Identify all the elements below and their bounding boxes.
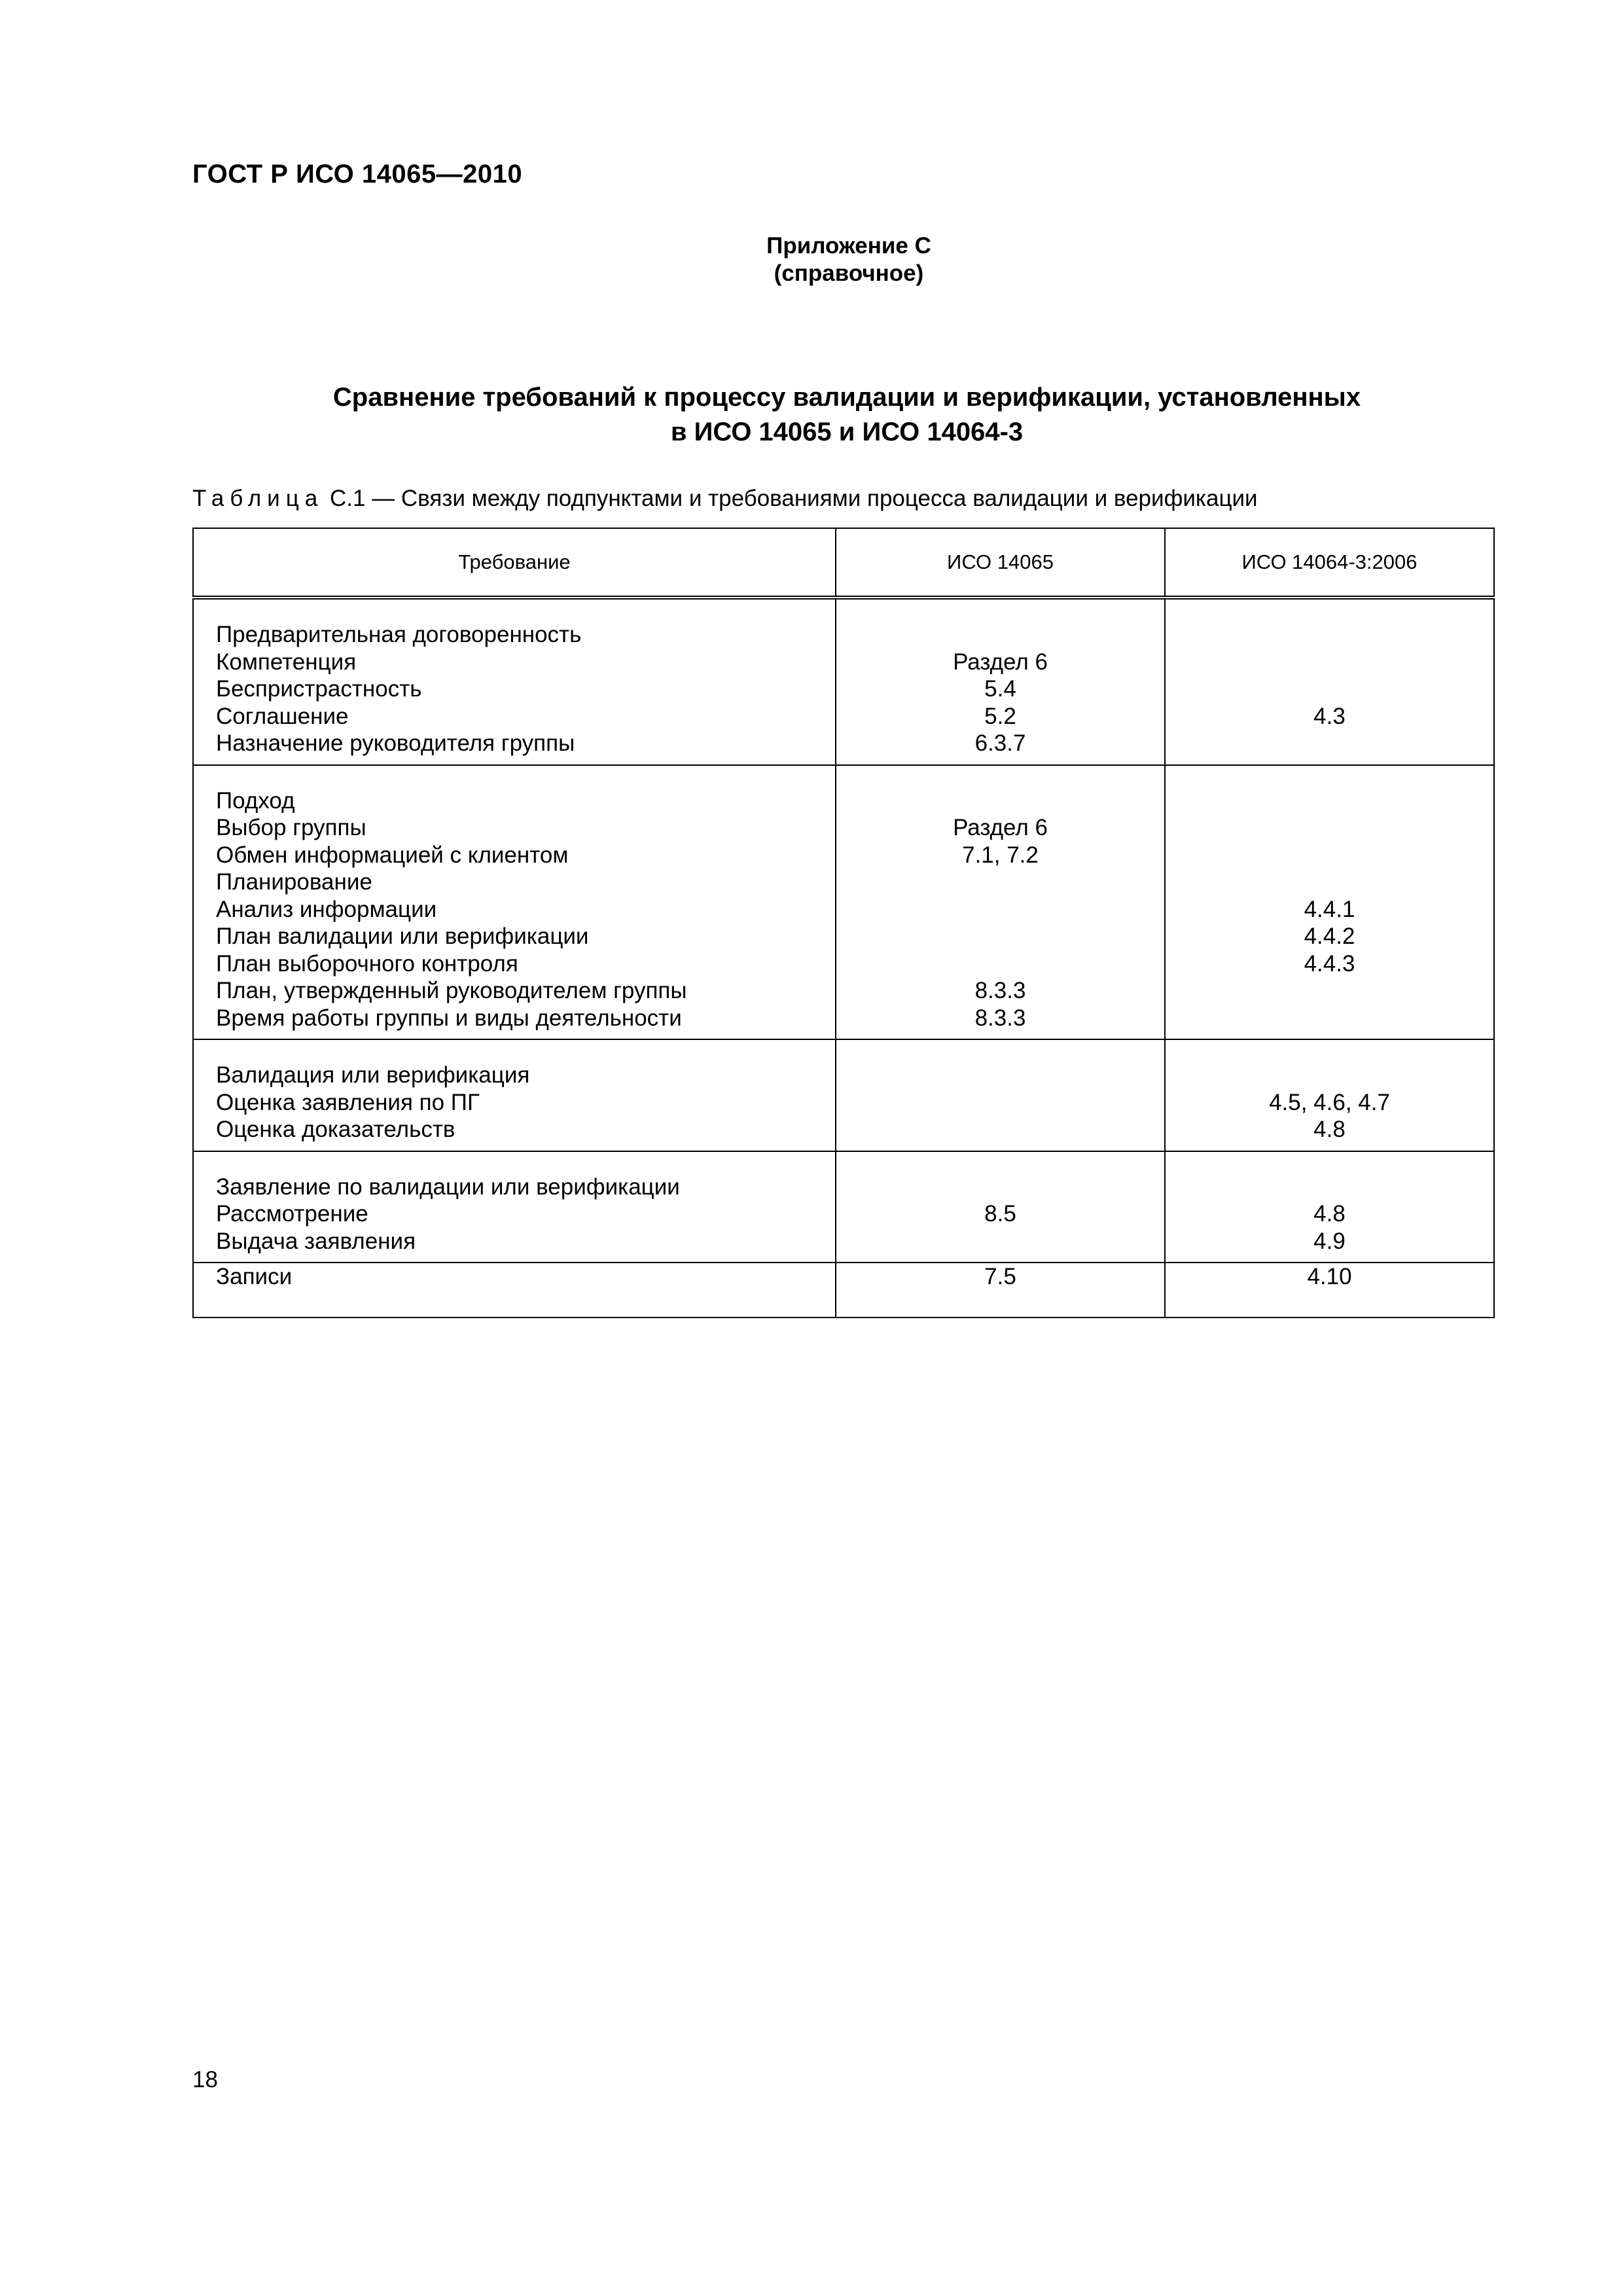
table-row	[193, 1263, 1494, 1318]
iso14065-ref	[836, 869, 1164, 896]
table-row	[193, 765, 1494, 1040]
iso14065-ref: 5.2	[984, 703, 1016, 729]
iso14065-ref	[836, 923, 1164, 950]
requirement-item: План валидации или верификации	[216, 924, 589, 949]
iso14065-cell	[836, 765, 1165, 1040]
iso14065-ref: Раздел 6	[953, 649, 1048, 675]
requirement-item: Анализ информации	[216, 896, 437, 922]
table-row	[193, 1039, 1494, 1151]
iso14064-ref	[1166, 1174, 1493, 1201]
table-row	[193, 1151, 1494, 1263]
iso14065-ref: 7.1, 7.2	[962, 842, 1039, 868]
iso14065-cell	[836, 1039, 1165, 1151]
iso14064-ref: 4.3	[1313, 703, 1346, 729]
iso14064-ref	[1166, 1062, 1493, 1089]
iso14064-ref	[1166, 787, 1493, 815]
requirement-item: Заявление по валидации или верификации	[216, 1174, 680, 1200]
section-title-line1: Сравнение требований к процессу валидации и верификации, установленных	[332, 383, 1361, 412]
iso14064-cell	[1165, 598, 1494, 765]
iso14064-cell	[1165, 1263, 1494, 1318]
iso14065-ref	[836, 1089, 1164, 1117]
iso14065-ref	[836, 950, 1164, 978]
iso14064-ref: 4.4.1	[1304, 896, 1355, 922]
iso14065-ref	[836, 1174, 1164, 1201]
requirement-item: Планирование	[216, 869, 372, 895]
iso14064-ref	[1166, 977, 1493, 1005]
requirement-item: Назначение руководителя группы	[216, 730, 575, 756]
iso14065-ref: 5.4	[984, 676, 1016, 702]
requirement-item: Предварительная договоренность	[216, 622, 582, 647]
table-row	[193, 598, 1494, 765]
iso14064-ref	[1166, 814, 1493, 842]
iso14064-ref	[1166, 842, 1493, 869]
document-code: ГОСТ Р ИСО 14065—2010	[192, 160, 523, 188]
iso14065-ref	[836, 621, 1164, 649]
iso14064-ref	[1166, 621, 1493, 649]
header-iso14065: ИСО 14065	[836, 528, 1165, 598]
requirement-item: Записи	[216, 1264, 293, 1289]
iso14064-ref	[1166, 869, 1493, 896]
requirement-cell	[193, 598, 836, 765]
requirement-item: План выборочного контроля	[216, 950, 518, 977]
requirement-item: Валидация или верификация	[216, 1062, 530, 1088]
page-number: 18	[192, 2067, 218, 2092]
requirement-cell	[193, 765, 836, 1040]
requirement-cell	[193, 1151, 836, 1263]
requirement-item: Время работы группы и виды деятельности	[216, 1005, 682, 1031]
header-requirement: Требование	[193, 528, 836, 598]
requirement-item: Беспристрастность	[216, 676, 422, 702]
appendix-type: (справочное)	[774, 260, 924, 286]
iso14064-ref	[1166, 649, 1493, 676]
iso14064-ref	[1166, 675, 1493, 703]
iso14065-ref: 8.3.3	[974, 1005, 1026, 1031]
iso14065-ref	[836, 1062, 1164, 1089]
header-iso14064: ИСО 14064-3:2006	[1165, 528, 1494, 598]
iso14064-ref: 4.5, 4.6, 4.7	[1269, 1089, 1390, 1115]
requirement-item: Рассмотрение	[216, 1201, 368, 1227]
table-caption	[192, 486, 1258, 512]
requirement-item: План, утвержденный руководителем группы	[216, 978, 687, 1003]
iso14065-ref	[836, 1116, 1164, 1143]
iso14065-ref	[836, 1228, 1164, 1255]
table-caption-label: Таблица	[192, 486, 324, 511]
requirement-item: Подход	[216, 787, 295, 814]
requirement-item: Обмен информацией с клиентом	[216, 842, 569, 868]
iso14065-cell	[836, 598, 1165, 765]
iso14064-ref	[1166, 730, 1493, 757]
iso14064-cell	[1165, 765, 1494, 1040]
requirement-item: Компетенция	[216, 649, 357, 675]
iso14065-ref: 6.3.7	[974, 730, 1026, 756]
requirement-item: Соглашение	[216, 703, 349, 729]
requirements-table	[192, 528, 1495, 1318]
requirement-item: Оценка доказательств	[216, 1117, 455, 1142]
iso14065-ref	[836, 896, 1164, 924]
requirement-cell	[193, 1039, 836, 1151]
table-header-row	[193, 528, 1494, 598]
requirement-item: Выдача заявления	[216, 1228, 416, 1254]
iso14065-ref	[836, 787, 1164, 815]
iso14064-ref: 4.8	[1313, 1117, 1346, 1142]
table-caption-text: С.1 — Связи между подпунктами и требованиями процесса валидации и верификации	[329, 486, 1258, 511]
iso14064-ref: 4.10	[1307, 1264, 1352, 1289]
requirement-item: Выбор группы	[216, 815, 366, 840]
requirement-item: Оценка заявления по ПГ	[216, 1089, 480, 1115]
iso14065-ref: Раздел 6	[953, 815, 1048, 840]
section-title-line2: в ИСО 14065 и ИСО 14064-3	[670, 418, 1024, 446]
iso14064-ref: 4.4.3	[1304, 950, 1355, 977]
iso14065-ref: 8.5	[984, 1201, 1016, 1227]
iso14064-cell	[1165, 1039, 1494, 1151]
iso14065-cell	[836, 1263, 1165, 1318]
iso14065-cell	[836, 1151, 1165, 1263]
requirement-cell	[193, 1263, 836, 1318]
iso14064-ref: 4.4.2	[1304, 924, 1355, 949]
iso14064-cell	[1165, 1151, 1494, 1263]
iso14065-ref: 7.5	[984, 1264, 1016, 1289]
iso14064-ref	[1166, 1005, 1493, 1032]
iso14064-ref: 4.9	[1313, 1228, 1346, 1254]
iso14065-ref: 8.3.3	[974, 978, 1026, 1003]
appendix-title: Приложение С	[766, 233, 931, 259]
iso14064-ref: 4.8	[1313, 1201, 1346, 1227]
